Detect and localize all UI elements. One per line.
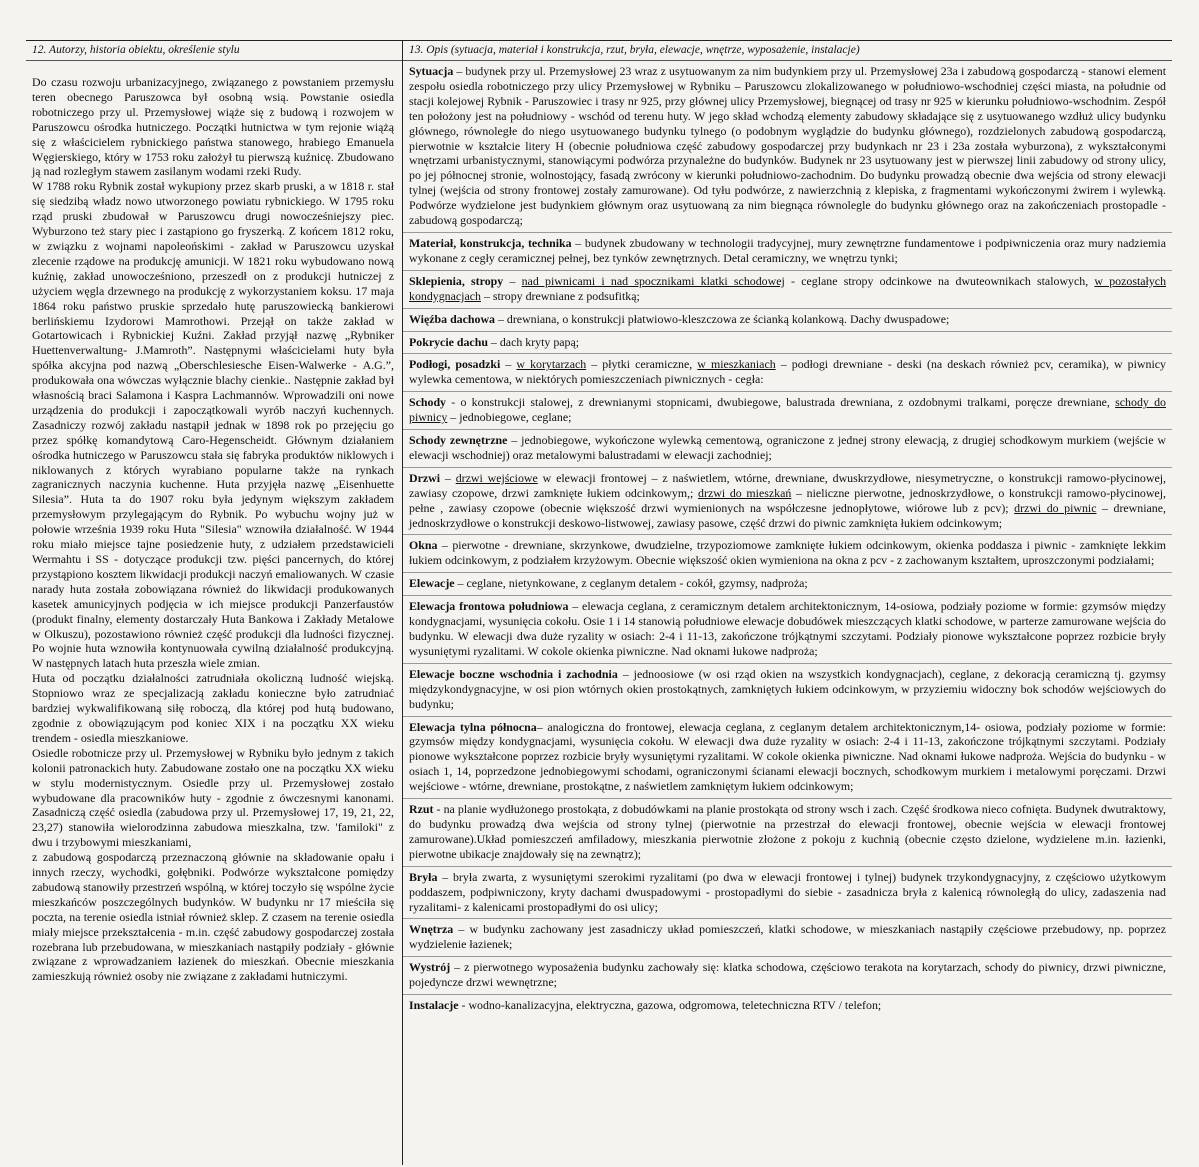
section-text: – w budynku zachowany jest zasadniczy układ pomieszczeń, klatki schodowe, w mieszkaniach nastąpiły częściowe przebudowy, np. poprzez wydzielenie łazienek; — [409, 922, 1166, 952]
document-sheet — [26, 40, 1172, 1165]
section-text: – drewniana, o konstrukcji płatwiowo-kleszczowa ze ścianką kolankową. Dachy dwuspadowe; — [495, 311, 950, 326]
section-text: – — [500, 357, 517, 372]
section-text: – jednobiegowe, wykończone wylewką cementową, ograniczone z jednej strony elewacją, z drugiej schodkowym murkiem (wejście w elewacji wschodniej) oraz metalowymi balustradami w elewacji zachodniej; — [409, 433, 1167, 462]
section-text: - ceglane stropy odcinkowe na dwuteownikach stalowych, — [784, 273, 1095, 288]
description-section — [403, 799, 1172, 867]
section-label: Elewacja frontowa południowa — [409, 599, 569, 614]
section-text: – jednobiegowe, ceglane; — [447, 410, 572, 425]
section-text: – dach kryty papą; — [487, 334, 580, 349]
history-paragraph: Do czasu rozwoju urbanizacyjnego, związanego z powstaniem przemysłu teren obecnego Paruszowca był osobną wsią. Powstanie osiedla robotniczego przy ul. Przemysłowej wiąże się z budową i rozwojem w Paruszowcu ośrodka hutniczego. Początki hutnictwa w tym rejonie wiążą się z właścicielem rybnickiego państwa stanowego, hrabiego Emanuela Węgierskiego, który w 1753 roku założył tu pierwszą kuźnicę. Zbudowano ją nad rozległym stawem zasilanym wodami rzeki Rudy. — [32, 75, 394, 179]
description-section — [403, 332, 1172, 355]
section-text: – budynek przy ul. Przemysłowej 23 wraz z usytuowanym za nim budynkiem przy ul. Przemysłowej 23a i zabudową gospodarczą - stanowi element zespołu osiedla robotniczego przy ulicy Przemysłowej w Rybniku – Paruszowcu zlokalizowanego w południowo-wschodniej części miasta, na południe od stacji kolejowej Rybnik - Paruszowiec i trasy nr 925, przy głównej ulicy Przemysłowej, biegnącej od trasy nr 925 w kierunku południowo-wschodnim. Zespół ten położony jest na południowy - wschód od terenu huty. W jego skład wchodzą elementy zabudowy składające się z usytuowanego wzdłuż ulicy budynku głównego, równoległe do niego usytuowanego budynku tylnego (o podobnym wyglądzie do budynku głównego), rozdzielonych zabudową gospodarczą, pierwotnie w kształcie litery H (obecnie południowa część zabudowy gospodarczej przy budynkach nr 23 i 23a została wyburzona), z wykształconymi wnętrzami urbanistycznymi, stanowiącymi podwórza przynależne do budynków. Budynek nr 23 usytuowany jest w pierwszej linii zabudowy od strony ulicy, po jej północnej stronie, wolnostojący, fasadą zwrócony w kierunki południowo-zachodnim. Do budynku prowadzą obecnie dwa wejścia od strony elewacji tylnej (wejścia od strony frontowej zostały zamurowane). Od tyłu podwórze, z nawierzchnią z klepiska, z fragmentami wykończonymi żwirem i wylewką. Podwórze wydzielone jest budynkiem głównym oraz usytuowaną za nim biegnąca równolegle do budynku głównego oraz na zakończeniach prostopadle - zabudową gospodarczą; — [409, 64, 1166, 228]
underlined-phrase: drzwi do mieszkań — [698, 485, 792, 500]
description-section — [403, 535, 1172, 573]
section-text: w elewacji frontowej – z naświetlem, wtórne, drewniane, dwuskrzydłowe, niesymetryczne, o konstrukcji ramowo-płycinowej, zawiasy czopowe, drzwi zamknięte łukiem odcinkowym,; — [409, 470, 1167, 500]
section-label: Rzut — [409, 802, 434, 817]
section-text: – bryła zwarta, z wysuniętymi szerokimi ryzalitami (po dwa w elewacji frontowej i tylnej) budynek trzykondygnacyjny, z częściowo użytkowym poddaszem, podpiwniczony, kryty dachami dwuspadowymi - prostopadłymi do siebie - zasadnicza bryła z kalenicą równoległą do ulicy, zadaszenia nad ryzalitami- z kalenicami prostopadłymi do osi ulicy; — [409, 869, 1166, 914]
description-column — [403, 40, 1172, 1165]
description-section — [403, 664, 1172, 717]
description-section — [403, 430, 1172, 468]
underlined-phrase: w korytarzach — [516, 357, 587, 372]
section-text: – z pierwotnego wyposażenia budynku zachowały się: klatka schodowa, częściowo terakota na korytarzach, schody do piwnicy, drzwi piwniczne, pojedyncze drzwi wewnętrzne; — [409, 960, 1166, 990]
section-label: Wnętrza — [409, 922, 454, 937]
section-text: – podłogi drewniane - deski (na deskach również pcv, ceramika), w piwnicy wylewka cementowa, w niektórych pomieszczeniach piwnicznych - cegła: — [409, 357, 1166, 387]
underlined-phrase: w pozostałych kondygnacjach — [409, 273, 1167, 303]
history-column-header: 12. Autorzy, historia obiektu, określenie stylu — [26, 40, 402, 61]
section-text: – drewniane, jednoskrzydłowe o konstrukcji deskowo-listwowej, zawiasy pasowe, część drzwi do piwnic zamknięta łukiem odcinkowym; — [409, 500, 1166, 530]
section-label: Schody zewnętrzne — [409, 433, 508, 448]
description-section — [403, 596, 1172, 664]
section-text: – płytki ceramiczne, — [586, 357, 698, 372]
section-label: Więźba dachowa — [409, 311, 495, 326]
section-label: Wystrój — [409, 960, 451, 975]
history-paragraph: Osiedle robotnicze przy ul. Przemysłowej w Rybniku było jednym z takich kolonii patronackich huty. Zabudowane zostało one na początku XX wieku w stylu modernistycznym. Osiedle przy ul. Przemysłowej zostało wybudowane dla pracowników huty - zgodnie z ówczesnymi kanonami. Zasadniczą część osiedla (zabudowa przy ul. Przemysłowej 17, 19, 21, 22, 23,27) stanowiła wielorodzinna zabudowa mieszkalna, tzw. 'familoki" z dwu i trzybowymi mieszkaniami, — [32, 745, 394, 850]
underlined-phrase: drzwi wejściowe — [455, 470, 538, 485]
section-label: Sytuacja — [409, 64, 454, 78]
section-text: – jednoosiowe (w osi rząd okien na wszystkich kondygnacjach), ceglane, z dekoracją ceramiczną tj. gzymsy międzykondygnacyjne, w osi pion wtórnych okien prostokątnych, zamkniętych łukiem odcinkowym, w przyziemiu widoczny bok schodów wejściowych do budynku; — [409, 666, 1166, 711]
underlined-phrase: w mieszkaniach — [697, 357, 776, 372]
section-label: Sklepienia, stropy — [409, 273, 504, 288]
section-label: Instalacje — [409, 998, 459, 1013]
section-label: Drzwi — [409, 470, 441, 485]
section-text: - o konstrukcji stalowej, z drewnianymi stopnicami, dwubiegowe, balustrada drewniana, z ozdobnymi tralkami, poręcze drewniane, — [446, 395, 1116, 410]
section-label: Materiał, konstrukcja, technika — [409, 235, 572, 250]
section-text: - wodno-kanalizacyjna, elektryczna, gazowa, odgromowa, teletechniczna RTV / telefon; — [458, 998, 882, 1013]
section-text: – — [440, 470, 456, 485]
description-section — [403, 468, 1172, 536]
description-section — [403, 309, 1172, 332]
section-label: Bryła — [409, 869, 438, 884]
description-section — [403, 717, 1172, 800]
section-text: - na planie wydłużonego prostokąta, z dobudówkami na planie prostokąta od strony wsch i zach. Część środkowa nieco cofnięta. Budynek dwutraktowy, do budynku prowadzą dwa wejścia od strony tylnej (pierwotnie na przestrzał do elewacji frontowej, obecnie wejścia w elewacji frontowej zamurowane).Układ pomieszczeń amfiladowy, mieszkania pierwotnie złożone z pokoju z kuchnią (obecnie często dzielone, wydzielene m.in. łazienki, pierwotne ubikacje znajdowały się na zewnątrz); — [409, 802, 1166, 861]
section-text: – ceglane, nietynkowane, z ceglanym detalem - cokół, gzymsy, nadproża; — [454, 576, 808, 591]
underlined-phrase: nad piwnicami i nad spocznikami klatki schodowej — [521, 273, 785, 288]
description-column-header: 13. Opis (sytuacja, materiał i konstrukcja, rzut, bryła, elewacje, wnętrze, wyposażenie, instalacje) — [403, 40, 1172, 61]
section-label: Elewacje — [409, 576, 455, 591]
underlined-phrase: schody do piwnicy — [409, 395, 1166, 425]
section-text: – analogiczna do frontowej, elewacja ceglana, z ceglanym detalem architektonicznym,14- osiowa, podziały poziome w formie: gzymsów między kondygnacjami, wysunięcia cokołu. W elewacji dwa duże ryzality w osiach: 2-4 i 11-13, zakończone trójkątnymi szczytami. Podziały pionowe wykształcone poprzez rozbicie bryły wysuniętymi ryzalitami. W cokole okienka piwniczne. Nad oknami łukowe nadproża. Wejścia do budynku - w osiach 1, 14, poprzedzone jednobiegowymi schodami, ograniczonymi ścianami elewacji bocznych, schodkowym murkiem i metalowymi poręczami. Drzwi wejściowe - wtórne, drewniane, prostokątne, z naświetlem zamkniętym łukiem odcinkowym; — [409, 719, 1166, 794]
section-label: Elewacje boczne wschodnia i zachodnia — [409, 666, 618, 681]
section-text: – nieliczne pierwotne, jednoskrzydłowe, o konstrukcji ramowo-płycinowej, pełne , zawiasy czopowe (obecnie większość drzwi wymienionych na współczesne jednopłytowe, wiórowe lub z pcv); — [409, 485, 1166, 515]
description-section — [403, 61, 1172, 233]
description-section — [403, 271, 1172, 309]
description-section — [403, 995, 1172, 1017]
description-section — [403, 233, 1172, 271]
description-sections — [403, 61, 1172, 1017]
description-section — [403, 867, 1172, 920]
section-label: Podłogi, posadzki — [409, 357, 501, 372]
description-section — [403, 957, 1172, 995]
section-label: Pokrycie dachu — [409, 334, 488, 349]
history-paragraph: W 1788 roku Rybnik został wykupiony przez skarb pruski, a w 1818 r. stał się siedzibą władz nowo utworzonego powiatu rybnickiego. W 1795 roku rząd pruski zbudował w Paruszowcu drugi nowocześniejszy piec. Wyburzono też stary piec i zastąpiono go fryszerką. Z końcem 1812 roku, w związku z wojnami napoleońskimi - zakład w Paruszowcu uzyskał zlecenie rządowe na produkcję amunicji. W 1821 roku wybudowano nową kuźnię, zakład unowocześniono, przeszedł on z produkcji hutniczej z użyciem węgla drzewnego na produkcję z wykorzystaniem koksu. 17 maja 1864 roku państwo pruskie sprzedało hutę paruszowiecką bankierowi berlińskiemu Izydorowi Mamrothowi. Przejął on także zakład w Gotartowicach i Rybnickiej Kuźni. Zakład przyjął nazwę „Rybniker Huettenverwaltung- J.Mamroth”. Następnymi właścicielami huty była spółka akcyjna pod nazwą „Oberschlesiesche Eisen-Walwerke - A.G.”, produkowała ona wówczas wyłącznie blachy cienkie.. Następnie zakład był własnością braci Salamona i Kaspra Lachmannów. Wprowadzili oni nowe urządzenia do produkcji i zapoczątkowali wyrób naczyń kuchennych. Zasadniczy rozwój zakładu nastąpił jednak w 1898 rok po przejęciu go przez spółkę komandytową Caro-Hegenscheidt. Głównym działaniem ośrodka hutniczego w Paruszowcu stała się fabryka produktów niklowych i niklowanych z których wyrabiano popularne także na rynkach zagranicznych naczynia kuchenne. Huta przyjęła nazwę „Eisenhuette Silesia”. Huta ta do 1907 roku była jedynym większym zakładem przemysłowym przylegającym do Rybnik. Po wybuchu wojny już w połowie września 1939 roku Huta "Silesia" wznowiła działalność. W 1944 roku miało miejsce tajne posiedzenie huty, z udziałem przedstawicieli Wermahtu i SS - dotyczące produkcji tzw. pięści pancernych, do której przystąpiono kosztem likwidacji produkcji naczyń emaliowanych. W czasie narady huta została zobowiązana również do likwidacji produkowanych kasetek amunicyjnych podjęcia w ich miejsce produkcji Panzerfaustów (produkt finalny, elementy dostarczały Huta Bankowa i Zakłady Metalowe w Olkuszu), pozostawiono również część produkcji dla ludności fizycznej. Po wojnie huta wznowiła kontynuowała cywilną działalność produkcyjną. W następnych latach huta przeszła wiele zmian. — [32, 179, 394, 671]
section-text: – budynek zbudowany w technologii tradycyjnej, mury zewnętrzne fundamentowe i podpiwniczenia oraz mury nadziemia wykonane z cegły ceramicznej pełnej, bez tynków zewnętrznych. Detal ceramiczny, we wnętrzu tynki; — [409, 235, 1166, 265]
section-label: Elewacja tylna północna — [409, 719, 537, 734]
section-text: – — [503, 273, 522, 288]
description-section — [403, 392, 1172, 430]
history-paragraph: Huta od początku działalności zatrudniała okoliczną ludność wiejską. Stopniowo wraz ze specjalizacją zakładu konieczne było zatrudniać bardziej wykwalifikowaną siłę roboczą, dla której pod hutą budowano, zgodnie z obowiązującym pod koniec XIX i na początku XX wieku trendem - osiedla mieszkaniowe. — [32, 671, 394, 745]
section-label: Schody — [409, 395, 447, 410]
section-label: Okna — [409, 538, 438, 553]
history-paragraph: z zabudową gospodarczą przeznaczoną głównie na składowanie opału i innych rzeczy, wychodki, gołębniki. Podwórze wykształcone pomiędzy zabudową stanowiły przestrzeń wspólną, w której toczyło się wspólne życie mieszkańców poszczególnych budynków. W budynku nr 17 mieściła się poczta, na terenie osiedla istniał również sklep. Z czasem na terenie osiedla miały miejsce przekształcenia - m.in. część zabudowy gospodarczej została rozebrana lub przebudowana, w mieszkaniach nastąpiły podziały - głównie związane z wprowadzaniem łazienek do mieszkań. Obecnie mieszkania zamieszkują również osoby nie związane z zakładami hutniczymi. — [32, 850, 394, 984]
underlined-phrase: drzwi do piwnic — [1014, 500, 1097, 515]
section-text: – elewacja ceglana, z ceramicznym detalem architektonicznym, 14-osiowa, podziały poziome w formie: gzymsów między kondygnacjami, wysunięcia cokołu. Osie 1 i 14 stanowią południowe elewacje dobudówek mieszczących klatki schodowe, w parterze zamurowane wejścia do budynku. W elewacji dwa duże ryzality w osiach: 2-4 i 11-13, zakończone trójkątnymi szczytami. Podziały pionowe wykształcone poprzez rozbicie bryły wysuniętymi ryzalitami. W cokole okienka piwniczne. Nad oknami łukowe nadproża; — [409, 599, 1166, 658]
description-section — [403, 919, 1172, 957]
description-section — [403, 354, 1172, 392]
section-text: – pierwotne - drewniane, skrzynkowe, dwudzielne, trzypoziomowe zamknięte łukiem odcinkowym, okienka poddasza i piwnic - zamknięte lekkim łukiem odcinkowym, z podziałem krzyżowym. Obecnie większość okien wymieniona na okna z pcv - z zachowanym kształtem, uproszczonymi podziałami; — [409, 538, 1166, 568]
history-text — [26, 61, 402, 984]
description-section — [403, 573, 1172, 596]
section-text: – stropy drewniane z podsufitką; — [480, 288, 640, 303]
history-column — [26, 40, 403, 1165]
